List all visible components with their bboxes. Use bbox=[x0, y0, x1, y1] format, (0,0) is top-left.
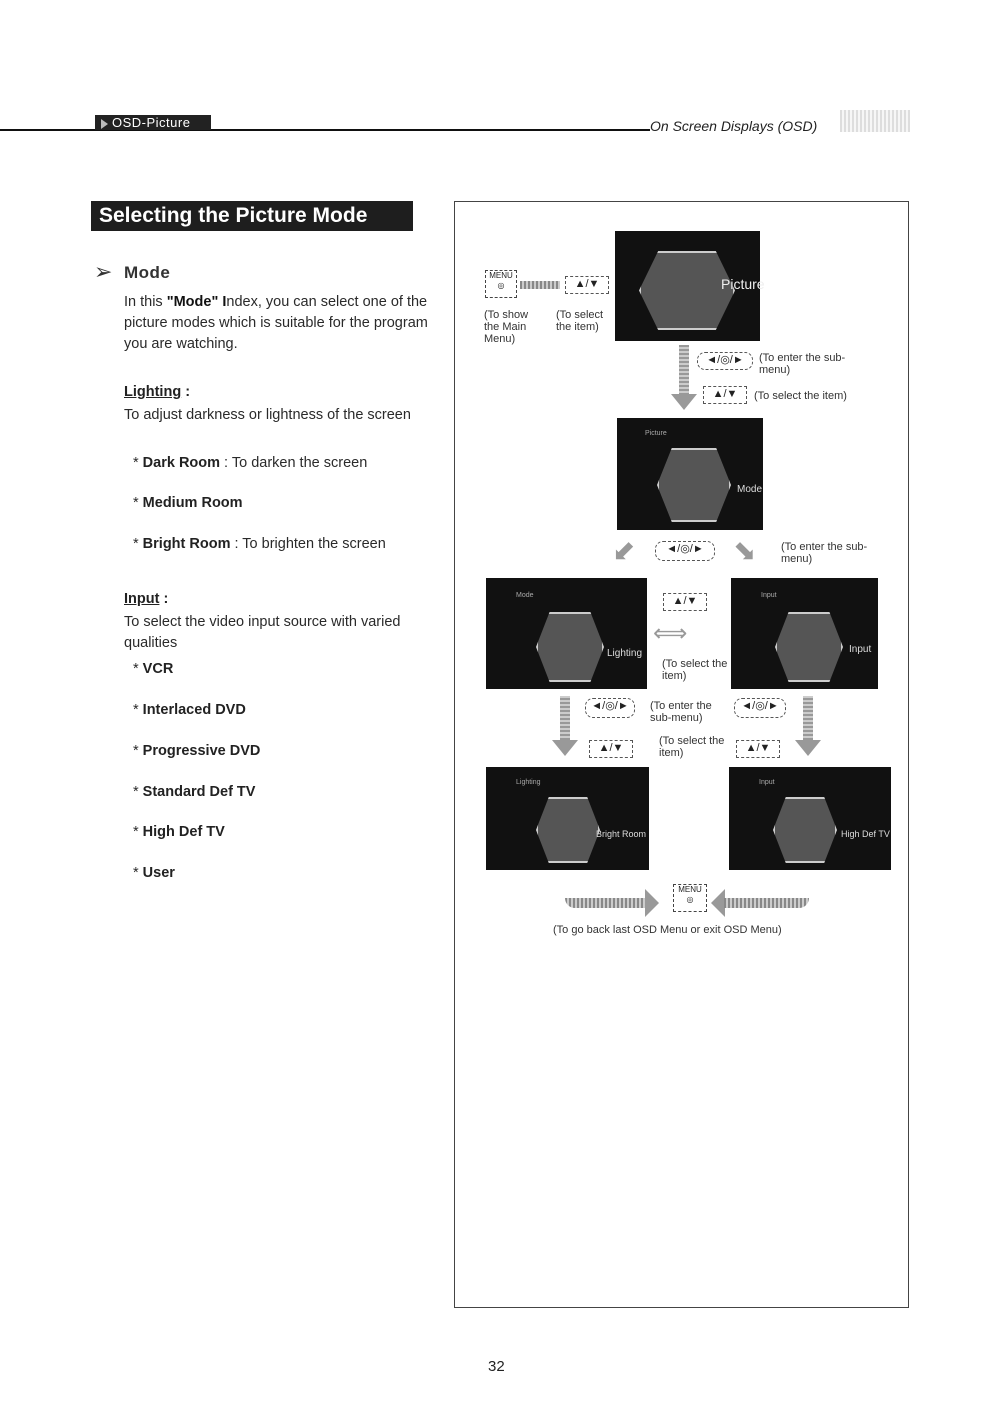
option-name: VCR bbox=[142, 661, 174, 677]
menu-key-label: MENU bbox=[489, 271, 513, 280]
input-heading bbox=[124, 591, 168, 607]
enter-key-icon: ◄/◎/► bbox=[697, 352, 753, 370]
option-name: High Def TV bbox=[142, 824, 225, 840]
arrow-bullet-icon: ➢ bbox=[94, 259, 113, 284]
option-desc: : To brighten the screen bbox=[230, 536, 386, 552]
up-down-key-icon: ▲/▼ bbox=[565, 276, 609, 294]
arrow-left-right-icon: ⟺ bbox=[653, 620, 688, 647]
arrow-down-head-icon bbox=[552, 740, 578, 756]
enter-key-icon: ◄/◎/► bbox=[655, 541, 715, 561]
caption-select-item: (To select the item) bbox=[556, 309, 604, 333]
option-name: Bright Room bbox=[142, 536, 231, 552]
caption-enter-sub: (To enter the sub-menu) bbox=[781, 541, 868, 565]
up-down-key-icon: ▲/▼ bbox=[703, 386, 747, 404]
lighting-heading bbox=[124, 384, 190, 400]
lighting-heading-label: Lighting bbox=[124, 384, 182, 400]
input-option: * Standard Def TV bbox=[133, 784, 256, 800]
caption-select-item: (To select the item) bbox=[754, 390, 847, 402]
lighting-option: * Medium Room bbox=[133, 495, 243, 511]
enter-key-icon: ◄/◎/► bbox=[734, 698, 786, 718]
tv-cube-icon bbox=[773, 797, 837, 863]
option-name: Progressive DVD bbox=[142, 743, 261, 759]
intro-text-rest: ndex, you can select one of the picture modes which is suitable for the program you are watching. bbox=[124, 294, 428, 352]
up-down-key-icon: ▲/▼ bbox=[663, 593, 707, 611]
arrow-curved-right-icon bbox=[565, 898, 650, 908]
caption-show-main: (To show the Main Menu) bbox=[484, 309, 529, 345]
page-number: 32 bbox=[488, 1358, 505, 1375]
lighting-option: * Dark Room : To darken the screen bbox=[133, 455, 368, 471]
option-name: User bbox=[142, 865, 175, 881]
caption-go-back: (To go back last OSD Menu or exit OSD Menu) bbox=[553, 924, 782, 936]
up-down-key-icon: ▲/▼ bbox=[736, 740, 780, 758]
arrow-left-head-icon bbox=[711, 889, 725, 917]
screen-bright-room bbox=[486, 767, 649, 870]
option-name: Dark Room bbox=[142, 455, 221, 471]
screen-label: Bright Room bbox=[596, 829, 647, 839]
option-desc: : To darken the screen bbox=[220, 455, 368, 471]
tv-cube-icon bbox=[536, 797, 600, 863]
option-name: Standard Def TV bbox=[142, 784, 256, 800]
input-option: * VCR bbox=[133, 661, 174, 677]
lighting-colon: : bbox=[181, 384, 191, 400]
tv-cube-icon bbox=[536, 612, 604, 682]
arrow-curved-left-icon bbox=[724, 898, 809, 908]
arrow-right-icon bbox=[520, 281, 560, 289]
section-tag-label: OSD-Picture bbox=[112, 115, 191, 130]
arrow-diag-right-icon: ⬊ bbox=[733, 535, 757, 566]
tv-cube-icon bbox=[775, 612, 843, 682]
arrow-down-icon bbox=[803, 696, 813, 740]
arrow-down-icon bbox=[560, 696, 570, 740]
intro-text: In this bbox=[124, 294, 167, 310]
play-icon bbox=[101, 119, 108, 129]
caption-enter-sub: (To enter the sub-menu) bbox=[759, 352, 846, 376]
arrow-down-head-icon bbox=[671, 394, 697, 410]
section-tag bbox=[95, 115, 211, 130]
screen-breadcrumb: Picture bbox=[645, 430, 667, 437]
screen-label: Mode bbox=[737, 484, 763, 495]
tv-cube-icon bbox=[657, 448, 731, 522]
page-title: Selecting the Picture Mode bbox=[91, 201, 413, 231]
input-description: To select the video input source with varied qualities bbox=[124, 614, 401, 651]
caption-select-item: (To select the item) bbox=[659, 735, 725, 759]
screen-input bbox=[731, 578, 878, 689]
input-option: * User bbox=[133, 865, 175, 881]
screen-lighting bbox=[486, 578, 647, 689]
lighting-option: * Bright Room : To brighten the screen bbox=[133, 536, 386, 552]
intro-bold-index: I bbox=[222, 294, 227, 310]
screen-high-def-tv bbox=[729, 767, 891, 870]
header-decoration bbox=[840, 110, 910, 132]
screen-picture bbox=[615, 231, 765, 341]
menu-key-icon: MENU ◎ bbox=[485, 270, 517, 298]
screen-label: Input bbox=[849, 644, 872, 655]
caption-select-item: (To select the item) bbox=[662, 658, 728, 682]
screen-label: Lighting bbox=[607, 648, 643, 659]
arrow-down-head-icon bbox=[795, 740, 821, 756]
input-option: * Progressive DVD bbox=[133, 743, 261, 759]
caption-enter-sub: (To enter the sub-menu) bbox=[650, 700, 712, 724]
arrow-right-head-icon bbox=[645, 889, 659, 917]
menu-key-label: MENU bbox=[678, 885, 702, 894]
screen-breadcrumb: Mode bbox=[516, 592, 534, 599]
enter-key-icon: ◄/◎/► bbox=[585, 698, 635, 718]
arrow-down-icon bbox=[679, 345, 689, 395]
screen-breadcrumb: Lighting bbox=[516, 779, 541, 786]
option-name: Interlaced DVD bbox=[142, 702, 246, 718]
option-name: Medium Room bbox=[142, 495, 243, 511]
screen-mode bbox=[617, 418, 763, 530]
screen-breadcrumb: Input bbox=[759, 779, 775, 786]
screen-breadcrumb: Input bbox=[761, 592, 777, 599]
screen-label: Picture bbox=[721, 276, 765, 292]
input-option: * Interlaced DVD bbox=[133, 702, 246, 718]
screen-label: High Def TV bbox=[841, 829, 890, 839]
input-heading-label: Input bbox=[124, 591, 160, 607]
mode-heading: Mode bbox=[124, 263, 171, 282]
intro-bold-mode: "Mode" bbox=[166, 294, 219, 310]
mode-intro bbox=[124, 292, 434, 355]
lighting-description: To adjust darkness or lightness of the screen bbox=[124, 407, 411, 423]
input-colon: : bbox=[159, 591, 169, 607]
menu-key-icon: MENU ◎ bbox=[673, 884, 707, 912]
up-down-key-icon: ▲/▼ bbox=[589, 740, 633, 758]
chapter-title: On Screen Displays (OSD) bbox=[650, 118, 818, 134]
arrow-diag-left-icon: ⬋ bbox=[612, 535, 636, 566]
input-option: * High Def TV bbox=[133, 824, 225, 840]
